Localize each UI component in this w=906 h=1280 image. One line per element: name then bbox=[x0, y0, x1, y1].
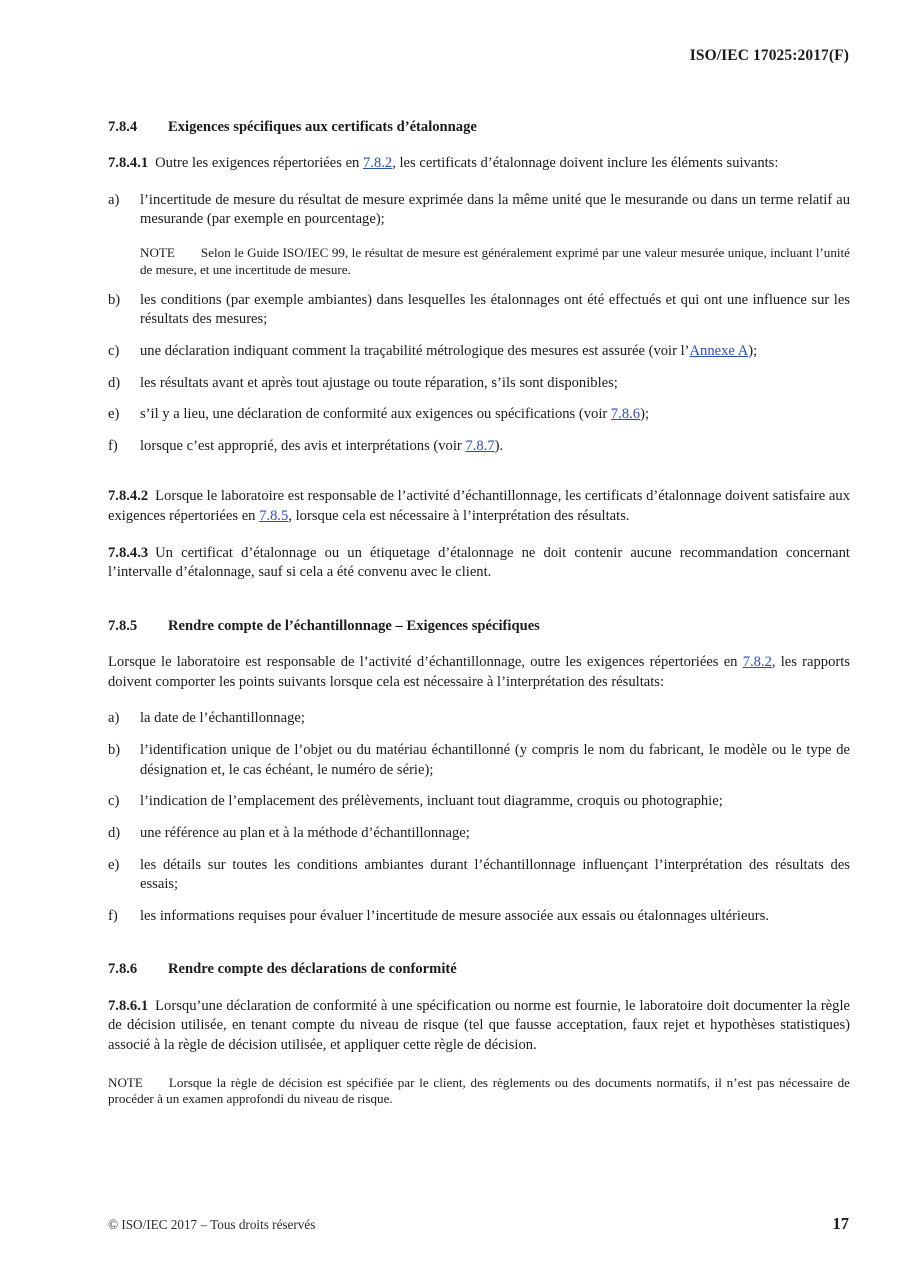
heading-7-8-6-number: 7.8.6 bbox=[108, 961, 138, 978]
list-item-text: les conditions (par exemple ambiantes) dans lesquelles les étalonnages ont été effectués et qui ont une influence sur les résultats des mesures; bbox=[140, 291, 850, 328]
paragraph-7-8-4-1-text-before: Outre les exigences répertoriées en bbox=[155, 155, 364, 172]
list-item bbox=[108, 792, 850, 812]
spacer bbox=[108, 473, 850, 487]
list-marker: f) bbox=[108, 907, 118, 924]
list-item bbox=[108, 342, 850, 362]
heading-7-8-5-title: Rendre compte de l’échantillonnage – Exigences spécifiques bbox=[168, 617, 540, 634]
heading-7-8-6-title: Rendre compte des déclarations de conformité bbox=[168, 961, 457, 978]
paragraph-7-8-6-1 bbox=[108, 997, 850, 1056]
list-marker: b) bbox=[108, 742, 121, 759]
paragraph-7-8-4-2-text-before: Lorsque le laboratoire est responsable de l’activité d’échantillonnage, les certificats d’étalonnage doivent satisfaire aux exigences répertoriées en bbox=[108, 488, 850, 525]
list-item-text: la date de l’échantillonnage; bbox=[140, 710, 305, 727]
list-item bbox=[108, 709, 850, 729]
paragraph-7-8-4-2-text-after: , lorsque cela est nécessaire à l’interprétation des résultats. bbox=[288, 508, 630, 525]
list-item bbox=[108, 291, 850, 330]
paragraph-7-8-5-intro-text-before: Lorsque le laboratoire est responsable de l’activité d’échantillonnage, outre les exigences répertoriées en bbox=[108, 654, 743, 671]
list-item bbox=[108, 741, 850, 780]
list-item-text-before: lorsque c’est approprié, des avis et interprétations (voir bbox=[140, 437, 466, 454]
paragraph-7-8-4-1 bbox=[108, 154, 850, 174]
list-item-text-before: une déclaration indiquant comment la traçabilité métrologique des mesures est assurée (voir l’ bbox=[140, 342, 690, 359]
page-footer bbox=[108, 1214, 849, 1234]
heading-7-8-6 bbox=[108, 960, 850, 978]
list-item-text-after: ); bbox=[748, 342, 758, 359]
list-item-text: l’identification unique de l’objet ou du matériau échantillonné (y compris le nom du fabricant, le modèle ou le type de désignation et, le cas échéant, le numéro de série); bbox=[140, 742, 850, 778]
heading-7-8-4 bbox=[108, 118, 850, 136]
paragraph-7-8-4-1-label: 7.8.4.1 bbox=[108, 155, 149, 172]
note-keyword: NOTE bbox=[140, 245, 175, 261]
paragraph-7-8-4-3-text: Un certificat d’étalonnage ou un étiquetage d’étalonnage ne doit contenir aucune recommandation concernant l’intervalle d’étalonnage, sauf si cela a été convenu avec le client. bbox=[108, 544, 850, 581]
note-decision-rule bbox=[108, 1075, 850, 1109]
list-marker: c) bbox=[108, 342, 120, 359]
list-marker: b) bbox=[108, 291, 121, 308]
paragraph-7-8-6-1-text: Lorsqu’une déclaration de conformité à une spécification ou norme est fournie, le laboratoire doit documenter la règle de décision utilisée, en tenant compte du niveau de risque (tel que fausse acceptation, faux rejet et hypothèses statistiques) associé à la règle de décision utilisée, et appliquer cette règle de décision. bbox=[108, 997, 850, 1053]
paragraph-7-8-4-1-text-after: , les certificats d’étalonnage doivent inclure les éléments suivants: bbox=[392, 155, 779, 172]
paragraph-7-8-4-3 bbox=[108, 544, 850, 583]
paragraph-7-8-5-intro bbox=[108, 653, 850, 692]
list-marker: f) bbox=[108, 437, 118, 454]
xref-7-8-2-b[interactable]: 7.8.2 bbox=[742, 654, 772, 671]
note-text: Selon le Guide ISO/IEC 99, le résultat de mesure est généralement exprimé par une valeur mesurée unique, incluant l’unité de mesure, et une incertitude de mesure. bbox=[140, 245, 850, 277]
list-marker: a) bbox=[108, 710, 120, 727]
note-iso-guide-99 bbox=[140, 245, 850, 279]
list-item bbox=[108, 374, 850, 394]
xref-7-8-5[interactable]: 7.8.5 bbox=[259, 508, 289, 525]
list-item bbox=[108, 191, 850, 279]
list-item-text: l’incertitude de mesure du résultat de mesure exprimée dans la même unité que le mesurande ou dans un terme relatif au mesurande (par exemple en pourcentage); bbox=[140, 191, 850, 228]
list-calibration-certificate-items bbox=[108, 191, 850, 457]
paragraph-7-8-6-1-label: 7.8.6.1 bbox=[108, 997, 149, 1014]
list-item-text-before: s’il y a lieu, une déclaration de conformité aux exigences ou spécifications (voir bbox=[140, 406, 611, 423]
list-item bbox=[108, 856, 850, 895]
list-item-text: les informations requises pour évaluer l’incertitude de mesure associée aux essais ou étalonnages ultérieurs. bbox=[140, 907, 769, 924]
heading-7-8-4-title: Exigences spécifiques aux certificats d’étalonnage bbox=[168, 119, 477, 135]
list-marker: d) bbox=[108, 374, 121, 391]
list-marker: d) bbox=[108, 824, 121, 841]
list-marker: c) bbox=[108, 793, 120, 810]
heading-7-8-5 bbox=[108, 617, 850, 635]
page-number: 17 bbox=[832, 1214, 849, 1233]
list-item bbox=[108, 907, 850, 927]
list-item bbox=[108, 405, 850, 425]
list-item bbox=[108, 437, 850, 457]
paragraph-7-8-4-2 bbox=[108, 487, 850, 526]
list-item-text: les résultats avant et après tout ajustage ou toute réparation, s’ils sont disponibles; bbox=[140, 374, 618, 391]
paragraph-7-8-4-2-label: 7.8.4.2 bbox=[108, 488, 149, 505]
heading-7-8-5-number: 7.8.5 bbox=[108, 617, 138, 634]
note-text: Lorsque la règle de décision est spécifiée par le client, des règlements ou des documents normatifs, il n’est pas nécessaire de procéder à un examen approfondi du niveau de risque. bbox=[108, 1074, 850, 1107]
paragraph-7-8-5-intro-text-after: , les rapports doivent comporter les points suivants lorsque cela est nécessaire à l’interprétation des résultats: bbox=[108, 654, 850, 690]
page-content bbox=[108, 118, 850, 1108]
list-item-text: les détails sur toutes les conditions ambiantes durant l’échantillonnage influençant l’interprétation des résultats des essais; bbox=[140, 856, 850, 893]
list-item-text-after: ); bbox=[640, 406, 649, 423]
list-marker: a) bbox=[108, 191, 120, 208]
list-item-text-after: ). bbox=[494, 437, 504, 454]
list-marker: e) bbox=[108, 406, 120, 423]
list-item-text: l’indication de l’emplacement des prélèvements, incluant tout diagramme, croquis ou photographie; bbox=[140, 793, 723, 810]
xref-annexe-a[interactable]: Annexe A bbox=[689, 342, 749, 359]
copyright-notice: © ISO/IEC 2017 – Tous droits réservés bbox=[108, 1217, 316, 1232]
xref-7-8-2-a[interactable]: 7.8.2 bbox=[363, 155, 393, 172]
list-marker: e) bbox=[108, 856, 120, 873]
xref-7-8-7[interactable]: 7.8.7 bbox=[465, 437, 495, 454]
running-head: ISO/IEC 17025:2017(F) bbox=[689, 47, 849, 64]
note-keyword: NOTE bbox=[108, 1074, 143, 1090]
list-item bbox=[108, 824, 850, 844]
list-item-text: une référence au plan et à la méthode d’échantillonnage; bbox=[140, 824, 470, 841]
list-sampling-report-items bbox=[108, 709, 850, 926]
paragraph-7-8-4-3-label: 7.8.4.3 bbox=[108, 544, 149, 561]
xref-7-8-6[interactable]: 7.8.6 bbox=[610, 406, 641, 423]
heading-7-8-4-number: 7.8.4 bbox=[108, 119, 138, 135]
